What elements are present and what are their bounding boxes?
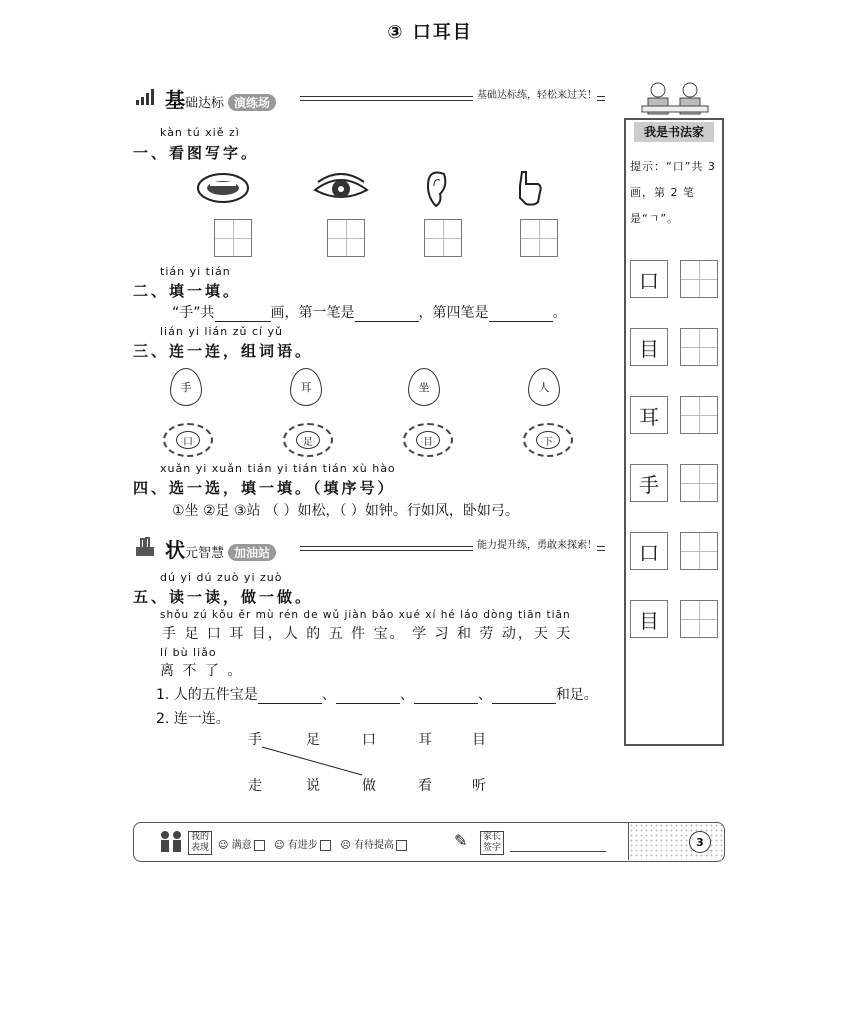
flower-char: 足: [296, 431, 320, 449]
q2-text-2: 画，第一笔是: [270, 305, 355, 321]
parent-signature-label: 家长签字: [480, 831, 504, 855]
advanced-subtitle: 元智慧: [185, 546, 225, 561]
q1-pinyin: kàn tú xiě zì: [160, 126, 240, 139]
advanced-slogan: 能力提升练，勇敢来探索！: [473, 536, 597, 551]
match-item[interactable]: 做: [362, 778, 376, 794]
neutral-face-icon: ☺: [274, 840, 285, 851]
practice-char: 手: [630, 464, 668, 502]
match-item[interactable]: 手: [248, 732, 262, 748]
q1-label: 一、看图写字。: [133, 144, 260, 162]
blank-field[interactable]: [336, 689, 400, 704]
kids-icon: [158, 829, 184, 855]
mouth-icon: [196, 170, 250, 206]
writing-grid[interactable]: [680, 328, 718, 366]
match-line: [258, 745, 368, 779]
flower[interactable]: [283, 423, 333, 457]
flower-char: 口: [176, 431, 200, 449]
flower-char: 目: [416, 431, 440, 449]
writing-grid[interactable]: [424, 219, 462, 257]
blank-field[interactable]: [355, 307, 419, 322]
q5-sub2: 2. 连一连。: [156, 711, 230, 727]
q5-pinyin: dú yi dú zuò yi zuò: [160, 571, 283, 584]
writing-grid[interactable]: [520, 219, 558, 257]
basic-main-char: 基: [165, 88, 185, 112]
poem-pinyin: shǒu zú kǒu ěr mù rén de wǔ jiàn bǎo xué xí hé láo dòng tiān tiān: [160, 609, 571, 621]
q2-text-4: 。: [552, 305, 567, 321]
checkbox[interactable]: [320, 840, 331, 851]
water-drop[interactable]: 坐: [408, 368, 440, 406]
hand-icon: [514, 168, 544, 208]
poem-line-2: 离 不 了 。: [160, 663, 244, 679]
match-item[interactable]: 看: [418, 778, 432, 794]
match-item[interactable]: 耳: [418, 732, 432, 748]
q5-sub1: 1. 人的五件宝是 、 、 、 和足。: [156, 687, 598, 703]
match-item[interactable]: 目: [472, 732, 486, 748]
pen-icon: ✎: [454, 831, 468, 850]
footer-label: 我的表现: [188, 831, 212, 855]
writing-grid[interactable]: [680, 464, 718, 502]
footer-options: [218, 836, 407, 851]
practice-char: 目: [630, 600, 668, 638]
match-item[interactable]: 听: [472, 778, 486, 794]
calligraphy-sidebar: [624, 118, 724, 746]
q2-sentence: [172, 302, 567, 322]
poem-line: 手 足 口 耳 目，人 的 五 件 宝。 学 习 和 劳 动，天 天: [162, 626, 573, 642]
match-item[interactable]: 走: [248, 778, 262, 794]
sidebar-tip: 提示：“口”共 3 画，第 2 笔是“ㄱ”。: [630, 160, 716, 225]
q4-sentence: ①坐 ②足 ③站 （ ）如松，（ ）如钟。行如风，卧如弓。: [172, 503, 519, 519]
water-drop[interactable]: 人: [528, 368, 560, 406]
advanced-pill: 加油站: [228, 544, 276, 561]
flower-char: 下: [536, 431, 560, 449]
basic-slogan: 基础达标练，轻松来过关！: [473, 86, 597, 101]
basic-subtitle: 础达标: [185, 96, 225, 111]
sidebar-heading: 我是书法家: [634, 122, 714, 142]
practice-char: 耳: [630, 396, 668, 434]
q2-label: 二、填一填。: [133, 282, 242, 300]
q4-label: 四、选一选，填一填。（填序号）: [133, 479, 396, 497]
advanced-main-char: 状: [165, 538, 185, 562]
match-item[interactable]: 足: [306, 732, 320, 748]
writing-grid[interactable]: [680, 532, 718, 570]
q5-label: 五、读一读，做一做。: [133, 588, 314, 606]
poem-pinyin-2: lí bù liǎo: [160, 646, 217, 659]
q3-pinyin: lián yi lián zǔ cí yǔ: [160, 325, 284, 338]
q2-text-1: “手”共: [172, 305, 215, 321]
eye-icon: [312, 170, 370, 206]
blank-field[interactable]: [492, 689, 556, 704]
match-item[interactable]: 口: [362, 732, 376, 748]
writing-grid[interactable]: [327, 219, 365, 257]
practice-char: 口: [630, 532, 668, 570]
practice-char: 口: [630, 260, 668, 298]
bar-chart-icon: [135, 88, 157, 106]
hand-raise-icon: [135, 537, 157, 557]
page-number: 3: [689, 831, 711, 853]
q5-sub1-prefix: 1. 人的五件宝是: [156, 687, 258, 703]
page-title: ③ 口耳目: [387, 22, 473, 43]
blank-field[interactable]: [414, 689, 478, 704]
writing-grid[interactable]: [680, 396, 718, 434]
writing-grid[interactable]: [680, 600, 718, 638]
writing-grid[interactable]: [680, 260, 718, 298]
option-satisfied: 满意: [231, 840, 252, 851]
page-number-area: [628, 823, 725, 860]
option-improved: 有进步: [287, 840, 318, 851]
flower[interactable]: [523, 423, 573, 457]
option-needs-work: 有待提高: [353, 840, 394, 851]
checkbox[interactable]: [396, 840, 407, 851]
basic-pill: 演练场: [228, 94, 276, 111]
basic-section-header: [135, 84, 610, 114]
q4-pinyin: xuǎn yi xuǎn tián yi tián tián xù hào: [160, 462, 396, 475]
face-icon: ☹: [340, 840, 351, 851]
flower[interactable]: [403, 423, 453, 457]
water-drop[interactable]: 耳: [290, 368, 322, 406]
advanced-section-header: [135, 534, 610, 564]
q2-pinyin: tián yi tián: [160, 265, 231, 278]
q5-sub1-suffix: 和足。: [555, 687, 598, 703]
q3-label: 三、连一连，组词语。: [133, 342, 314, 360]
water-drop[interactable]: 手: [170, 368, 202, 406]
q2-text-3: ，第四笔是: [418, 305, 489, 321]
ear-icon: [424, 168, 450, 208]
checkbox[interactable]: [254, 840, 265, 851]
writing-grid[interactable]: [214, 219, 252, 257]
signature-field[interactable]: [510, 851, 606, 852]
practice-char: 目: [630, 328, 668, 366]
blank-field[interactable]: [215, 307, 271, 322]
flower[interactable]: [163, 423, 213, 457]
blank-field[interactable]: [258, 689, 322, 704]
performance-footer: [133, 822, 725, 862]
match-item[interactable]: 说: [306, 778, 320, 794]
children-writing-illustration: [640, 80, 710, 118]
blank-field[interactable]: [489, 307, 553, 322]
smile-icon: ☺: [218, 840, 229, 851]
